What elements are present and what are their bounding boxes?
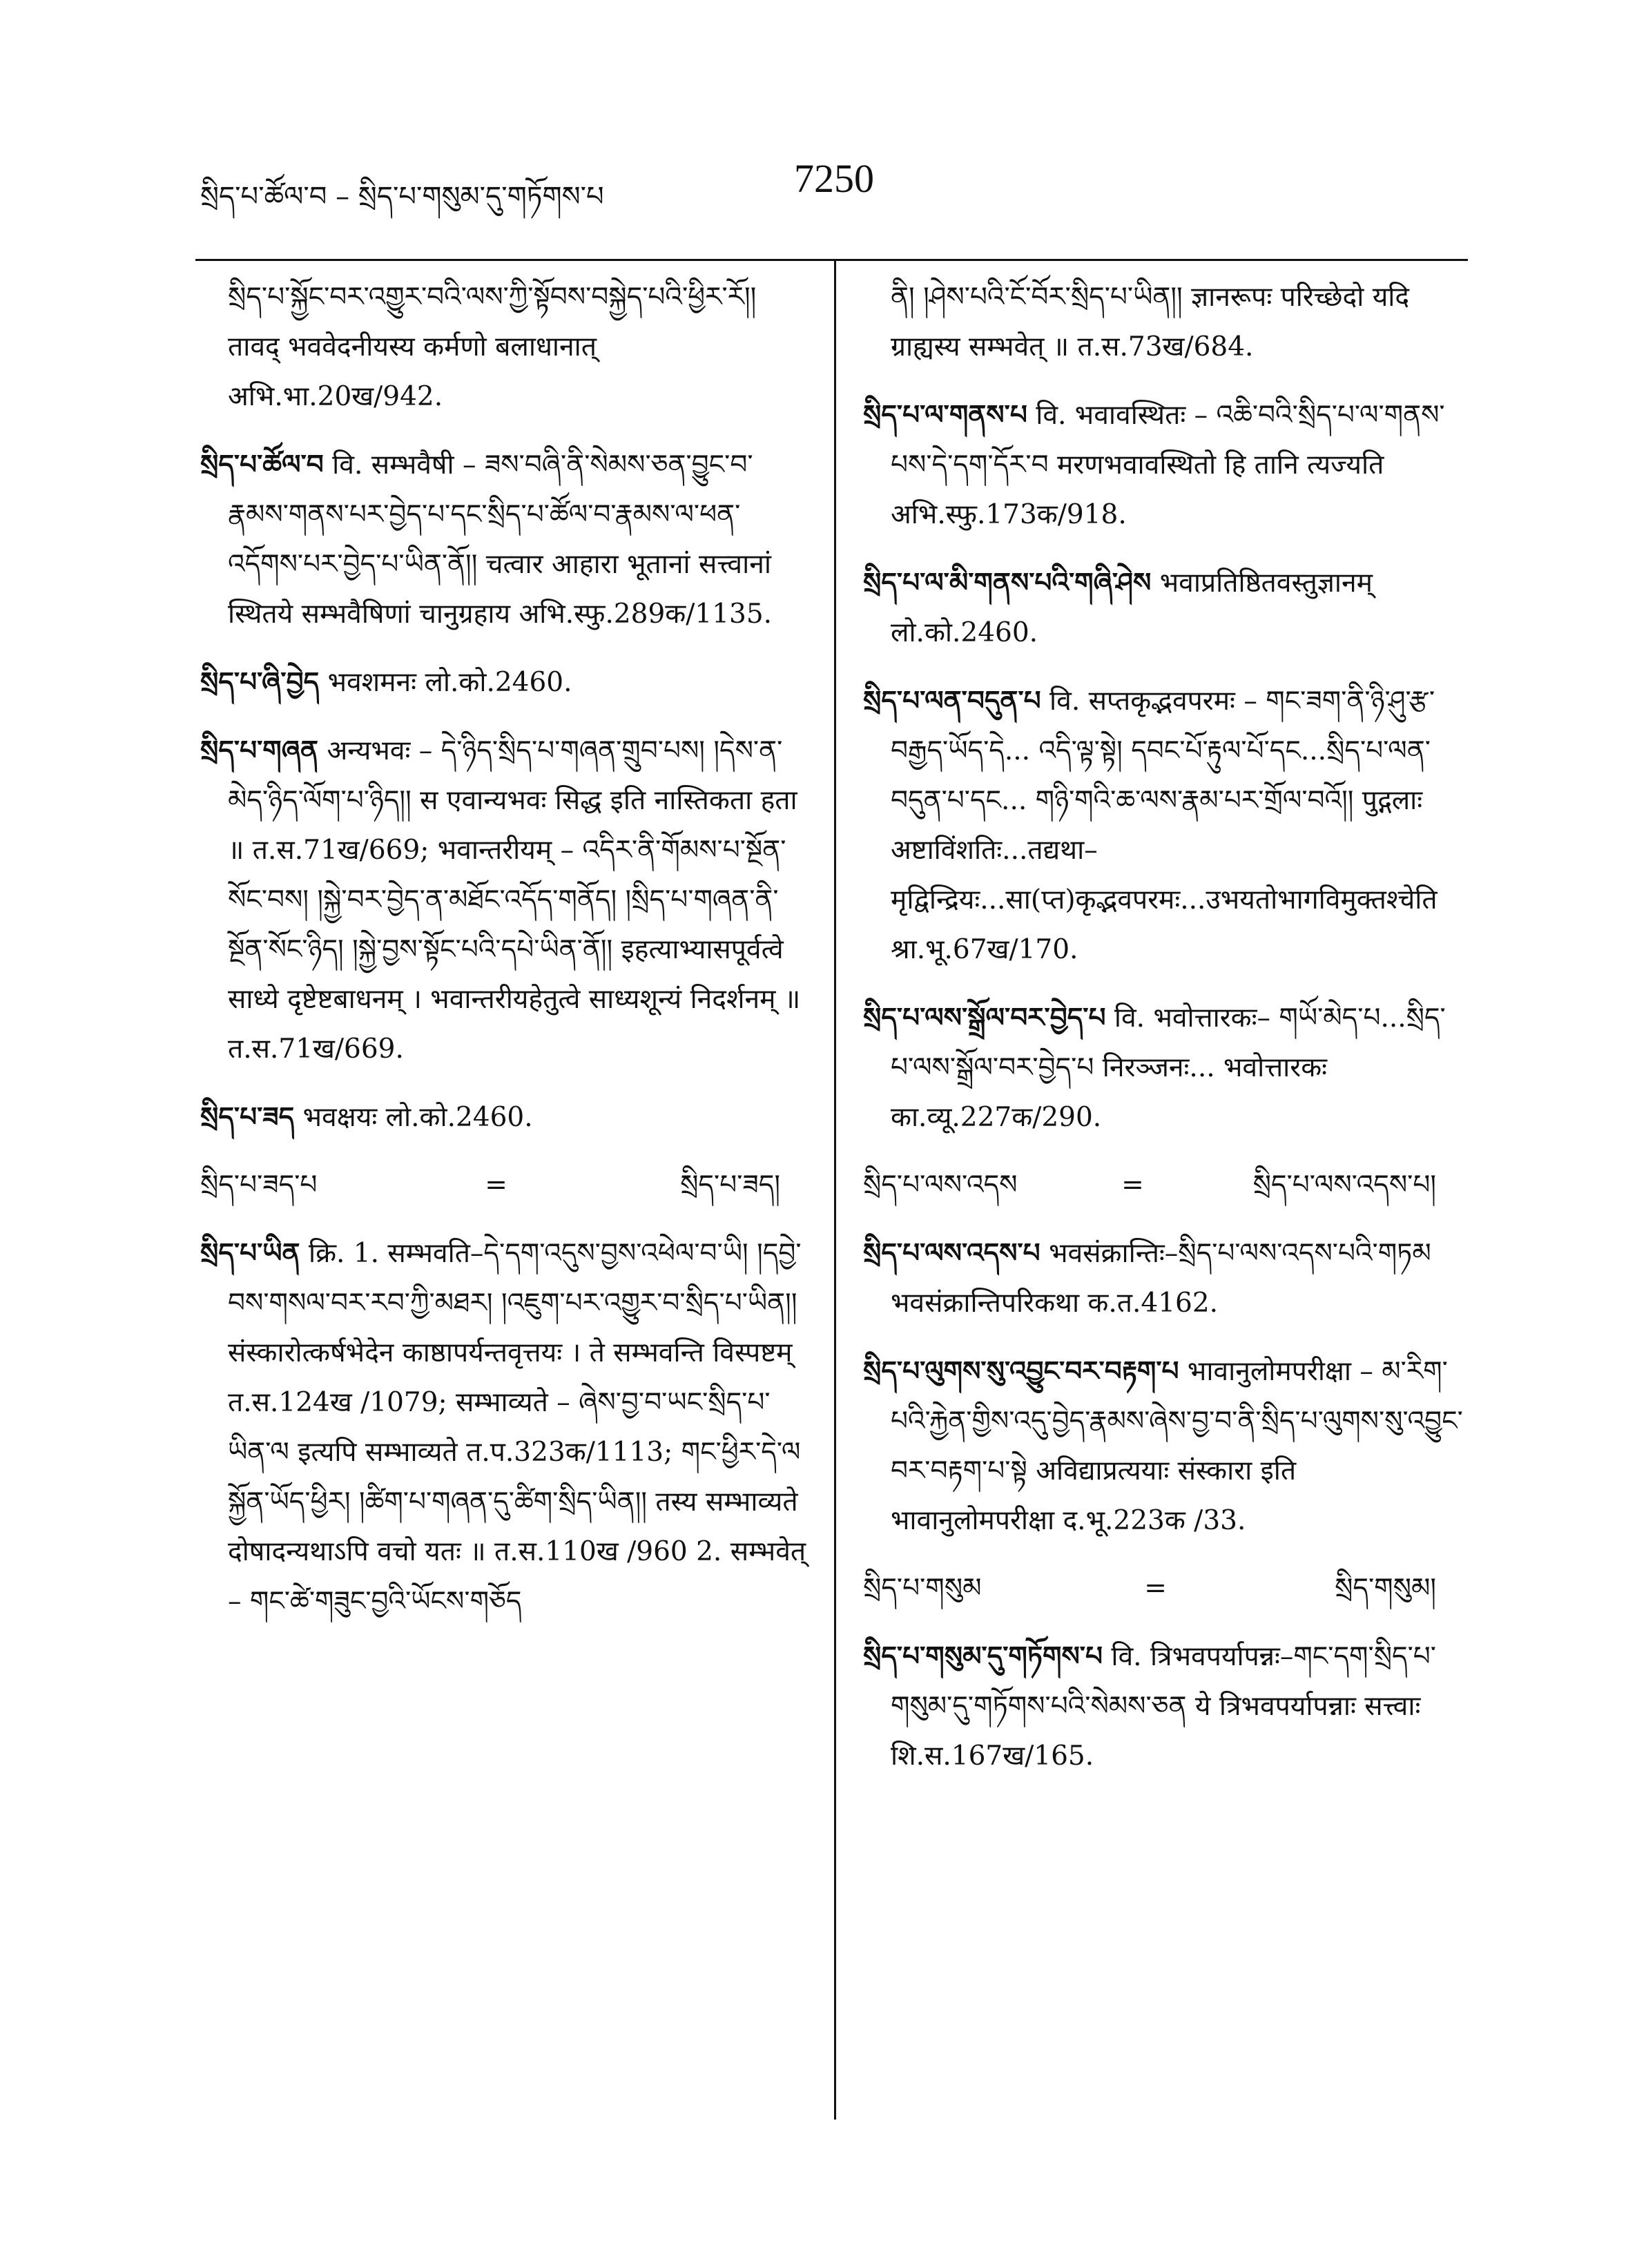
entry-text: भवशमनः लो.को.2460. <box>319 667 572 698</box>
dictionary-entry <box>863 993 1464 1143</box>
entry-headword: སྲིད་པ་ལན་བདུན་པ <box>863 685 1041 717</box>
dictionary-entry <box>863 676 1464 975</box>
entry-text: भवसंक्रान्तिः–སྲིད་པ་ལས་འདས་པའི་གཏམ भवसंक्रान्तिपरिकथा क.त.4162. <box>891 1238 1431 1319</box>
entry-text: སྲིད་པ་སྐྱོང་བར་འགྱུར་བའི་ལས་ཀྱི་སྟོབས་བསྐྱེད་པའི་ཕྱིར་རོ།། तावद् भववेदनीयस्य कर्मणो बलाधानात् अभि.भा.20ख/942. <box>228 282 757 412</box>
dictionary-entry <box>863 1346 1464 1546</box>
entry-text: ནི། །ཤེས་པའི་ངོ་བོར་སྲིད་པ་ཡིན།། ज्ञानरूपः परिच्छेदो यदि ग्राह्यस्य सम्भवेत् ॥ त.स.73ख/684. <box>891 282 1410 362</box>
entry-text: भवाप्रतिष्ठितवस्तुज्ञानम् लो.को.2460. <box>891 568 1373 648</box>
dictionary-entry <box>200 726 808 1074</box>
dictionary-entry <box>863 390 1464 540</box>
page-header <box>200 155 1464 211</box>
left-column <box>200 273 808 1645</box>
entry-headword: སྲིད་པ་ལས་སྒྲོལ་བར་བྱེད་པ <box>863 1002 1106 1034</box>
xref-headword: སྲིད་པ་གསུམ <box>863 1573 982 1604</box>
entry-headword: སྲིད་པ་ཚོལ་བ <box>200 449 324 481</box>
xref-headword: སྲིད་པ་ཟད་པ <box>200 1170 318 1201</box>
column-divider <box>834 259 836 2120</box>
xref-target: སྲིད་གསུམ། <box>1335 1573 1436 1604</box>
entry-text: अन्यभवः – དེ་ཉིད་སྲིད་པ་གཞན་གྲུབ་པས། །དེས་ན་མེད་ཉིད་ལོག་པ་ཉིད།། स एवान्यभवः सिद्ध इति नास्तिकता हता ॥ त.स.71ख/669; भवान्तरीयम् – འདིར་ནི་གོམས་པ་སྔོན་སོང་བས། །སྐྱེ་བར་བྱེད་ན་མཐོང་འདོད་གནོད། །སྲིད་པ་གཞན་ནི་སྔོན་སོང་ཉིད། །སྐྱེ་བྱས་སྟོང་པའི་དཔེ་ཡིན་ནོ།། इहत्याभ्यासपूर्वत्वे साध्ये दृष्टेष्टबाधनम् । भवान्तरीयहेतुत्वे साध्यशून्यं निदर्शनम् ॥ त.स.71ख/669. <box>228 735 801 1065</box>
dictionary-entry <box>200 657 808 708</box>
entry-text: क्रि. 1. सम्भवति–དེ་དག་འདུས་བྱས་འཕེལ་བ་ཡི། །དབྱེ་བས་གསལ་བར་རབ་ཀྱི་མཐར། །འཇུག་པར་འགྱུར་བ་སྲིད་པ་ཡིན།། संस्कारोत्कर्षभेदेन काष्ठापर्यन्तवृत्तयः । ते सम्भवन्ति विस्पष्टम् त.स.124ख /1079; सम्भाव्यते – ཞེས་བྱ་བ་ཡང་སྲིད་པ་ཡིན་ལ इत्यपि सम्भाव्यते त.प.323क/1113; གང་ཕྱིར་དེ་ལ སྐྱོན་ཡོད་ཕྱིར། །ཚིག་པ་གཞན་དུ་ཚིག་སྲིད་ཡིན།། तस्य सम्भाव्यते दोषादन्यथाऽपि वचो यतः ॥ त.स.110ख /960 2. सम्भवेत् – གང་ཚེ་གཟུང་བྱའི་ཡོངས་གཅོད <box>228 1238 806 1617</box>
entry-headword: སྲིད་པ་ལ་མི་གནས་པའི་གཞི་ཤེས <box>863 567 1152 599</box>
entry-text: भवक्षयः लो.को.2460. <box>294 1102 533 1133</box>
entry-headword: སྲིད་པ་ལུགས་སུ་འབྱུང་བར་བརྟག་པ <box>863 1355 1179 1387</box>
entry-text: वि. सप्तकृद्भवपरमः – གང་ཟག་ནི་ཉི་ཤུ་རྩ་བརྒྱད་ཡོད་དེ... འདི་ལྟ་སྟེ། དབང་པོ་རྟུལ་པོ་དང...སྲིད་པ་ལན་བདུན་པ་དང... གཉི་གའི་ཆ་ལས་རྣམ་པར་གྲོལ་བའོ།། पुद्गलाः अष्टाविंशतिः...तद्यथा–मृद्विन्द्रियः...सा(प्त)कृद्भवपरमः...उभयतोभागविमुक्तश्चेति श्रा.भू.67ख/170. <box>891 686 1438 965</box>
dictionary-entry <box>863 1631 1464 1781</box>
entry-text: वि. सम्भवैषी – ཟས་བཞི་ནི་སེམས་ཅན་བྱུང་བ་རྣམས་གནས་པར་བྱེད་པ་དང་སྲིད་པ་ཚོལ་བ་རྣམས་ལ་ཕན་འདོགས་པར་བྱེད་པ་ཡིན་ནོ།། चत्वार आहारा भूतानां सत्त्वानां स्थितये सम्भवैषिणां चानुग्रहाय अभि.स्फु.289क/1135. <box>228 449 773 630</box>
xref-target: སྲིད་པ་ལས་འདས་པ། <box>1252 1170 1436 1201</box>
xref-headword: སྲིད་པ་ལས་འདས <box>863 1170 1018 1201</box>
entry-headword: སྲིད་པ་གསུམ་དུ་གཏོགས་པ <box>863 1640 1103 1672</box>
running-head: སྲིད་པ་ཚོལ་བ – སྲིད་པ་གསུམ་དུ་གཏོགས་པ <box>200 181 604 213</box>
right-column <box>863 273 1464 1799</box>
entry-headword: སྲིད་པ་ཟད <box>200 1101 295 1133</box>
dictionary-entry <box>863 1228 1464 1328</box>
cross-reference-entry: སྲིད་པ་ལས་འདས = སྲིད་པ་ལས་འདས་པ། <box>863 1161 1464 1210</box>
header-rule <box>195 259 1468 261</box>
dictionary-entry <box>200 440 808 639</box>
entry-headword: སྲིད་པ་ལས་འདས་པ <box>863 1237 1041 1269</box>
entry-text: वि. भवोत्तारकः– གཡོ་མེད་པ...སྲིད་པ་ལས་སྒྲོལ་བར་བྱེད་པ निरञ्जनः... भवोत्तारकः का.व्यू.227क/290. <box>891 1002 1446 1133</box>
page-number: 7250 <box>794 156 874 201</box>
entry-continuation <box>863 273 1464 372</box>
entry-headword: སྲིད་པ་ཡིན <box>200 1237 300 1269</box>
entry-continuation <box>200 273 808 422</box>
entry-headword: སྲིད་པ་ཞི་བྱེད <box>200 666 320 698</box>
dictionary-entry <box>200 1092 808 1143</box>
entry-headword: སྲིད་པ་གཞན <box>200 735 319 766</box>
xref-target: སྲིད་པ་ཟད། <box>680 1170 780 1201</box>
entry-text: वि. त्रिभवपर्यापन्नः–གང་དག་སྲིད་པ་གསུམ་དུ་གཏོགས་པའི་སེམས་ཅན ये त्रिभवपर्यापन्नाः सत्त्वाः शि.स.167ख/165. <box>891 1641 1436 1772</box>
cross-reference-entry: སྲིད་པ་ཟད་པ = སྲིད་པ་ཟད། <box>200 1161 808 1210</box>
entry-headword: སྲིད་པ་ལ་གནས་པ <box>863 399 1027 431</box>
entry-text: वि. भवावस्थितः – འཆི་བའི་སྲིད་པ་ལ་གནས་པས་དེ་དག་དོར་བ मरणभवावस्थितो हि तानि त्यज्यति अभि.स्फु.173क/918. <box>891 400 1445 530</box>
entry-text: भावानुलोमपरीक्षा – མ་རིག་པའི་རྐྱེན་གྱིས་འདུ་བྱེད་རྣམས་ཞེས་བྱ་བ་ནི་སྲིད་པ་ལུགས་སུ་འབྱུང་བར་བརྟག་པ་སྟེ अविद्याप्रत्ययाः संस्कारा इति भावानुलोमपरीक्षा द.भू.223क /33. <box>891 1356 1463 1536</box>
dictionary-entry <box>863 558 1464 658</box>
dictionary-entry <box>200 1228 808 1627</box>
cross-reference-entry: སྲིད་པ་གསུམ = སྲིད་གསུམ། <box>863 1564 1464 1613</box>
